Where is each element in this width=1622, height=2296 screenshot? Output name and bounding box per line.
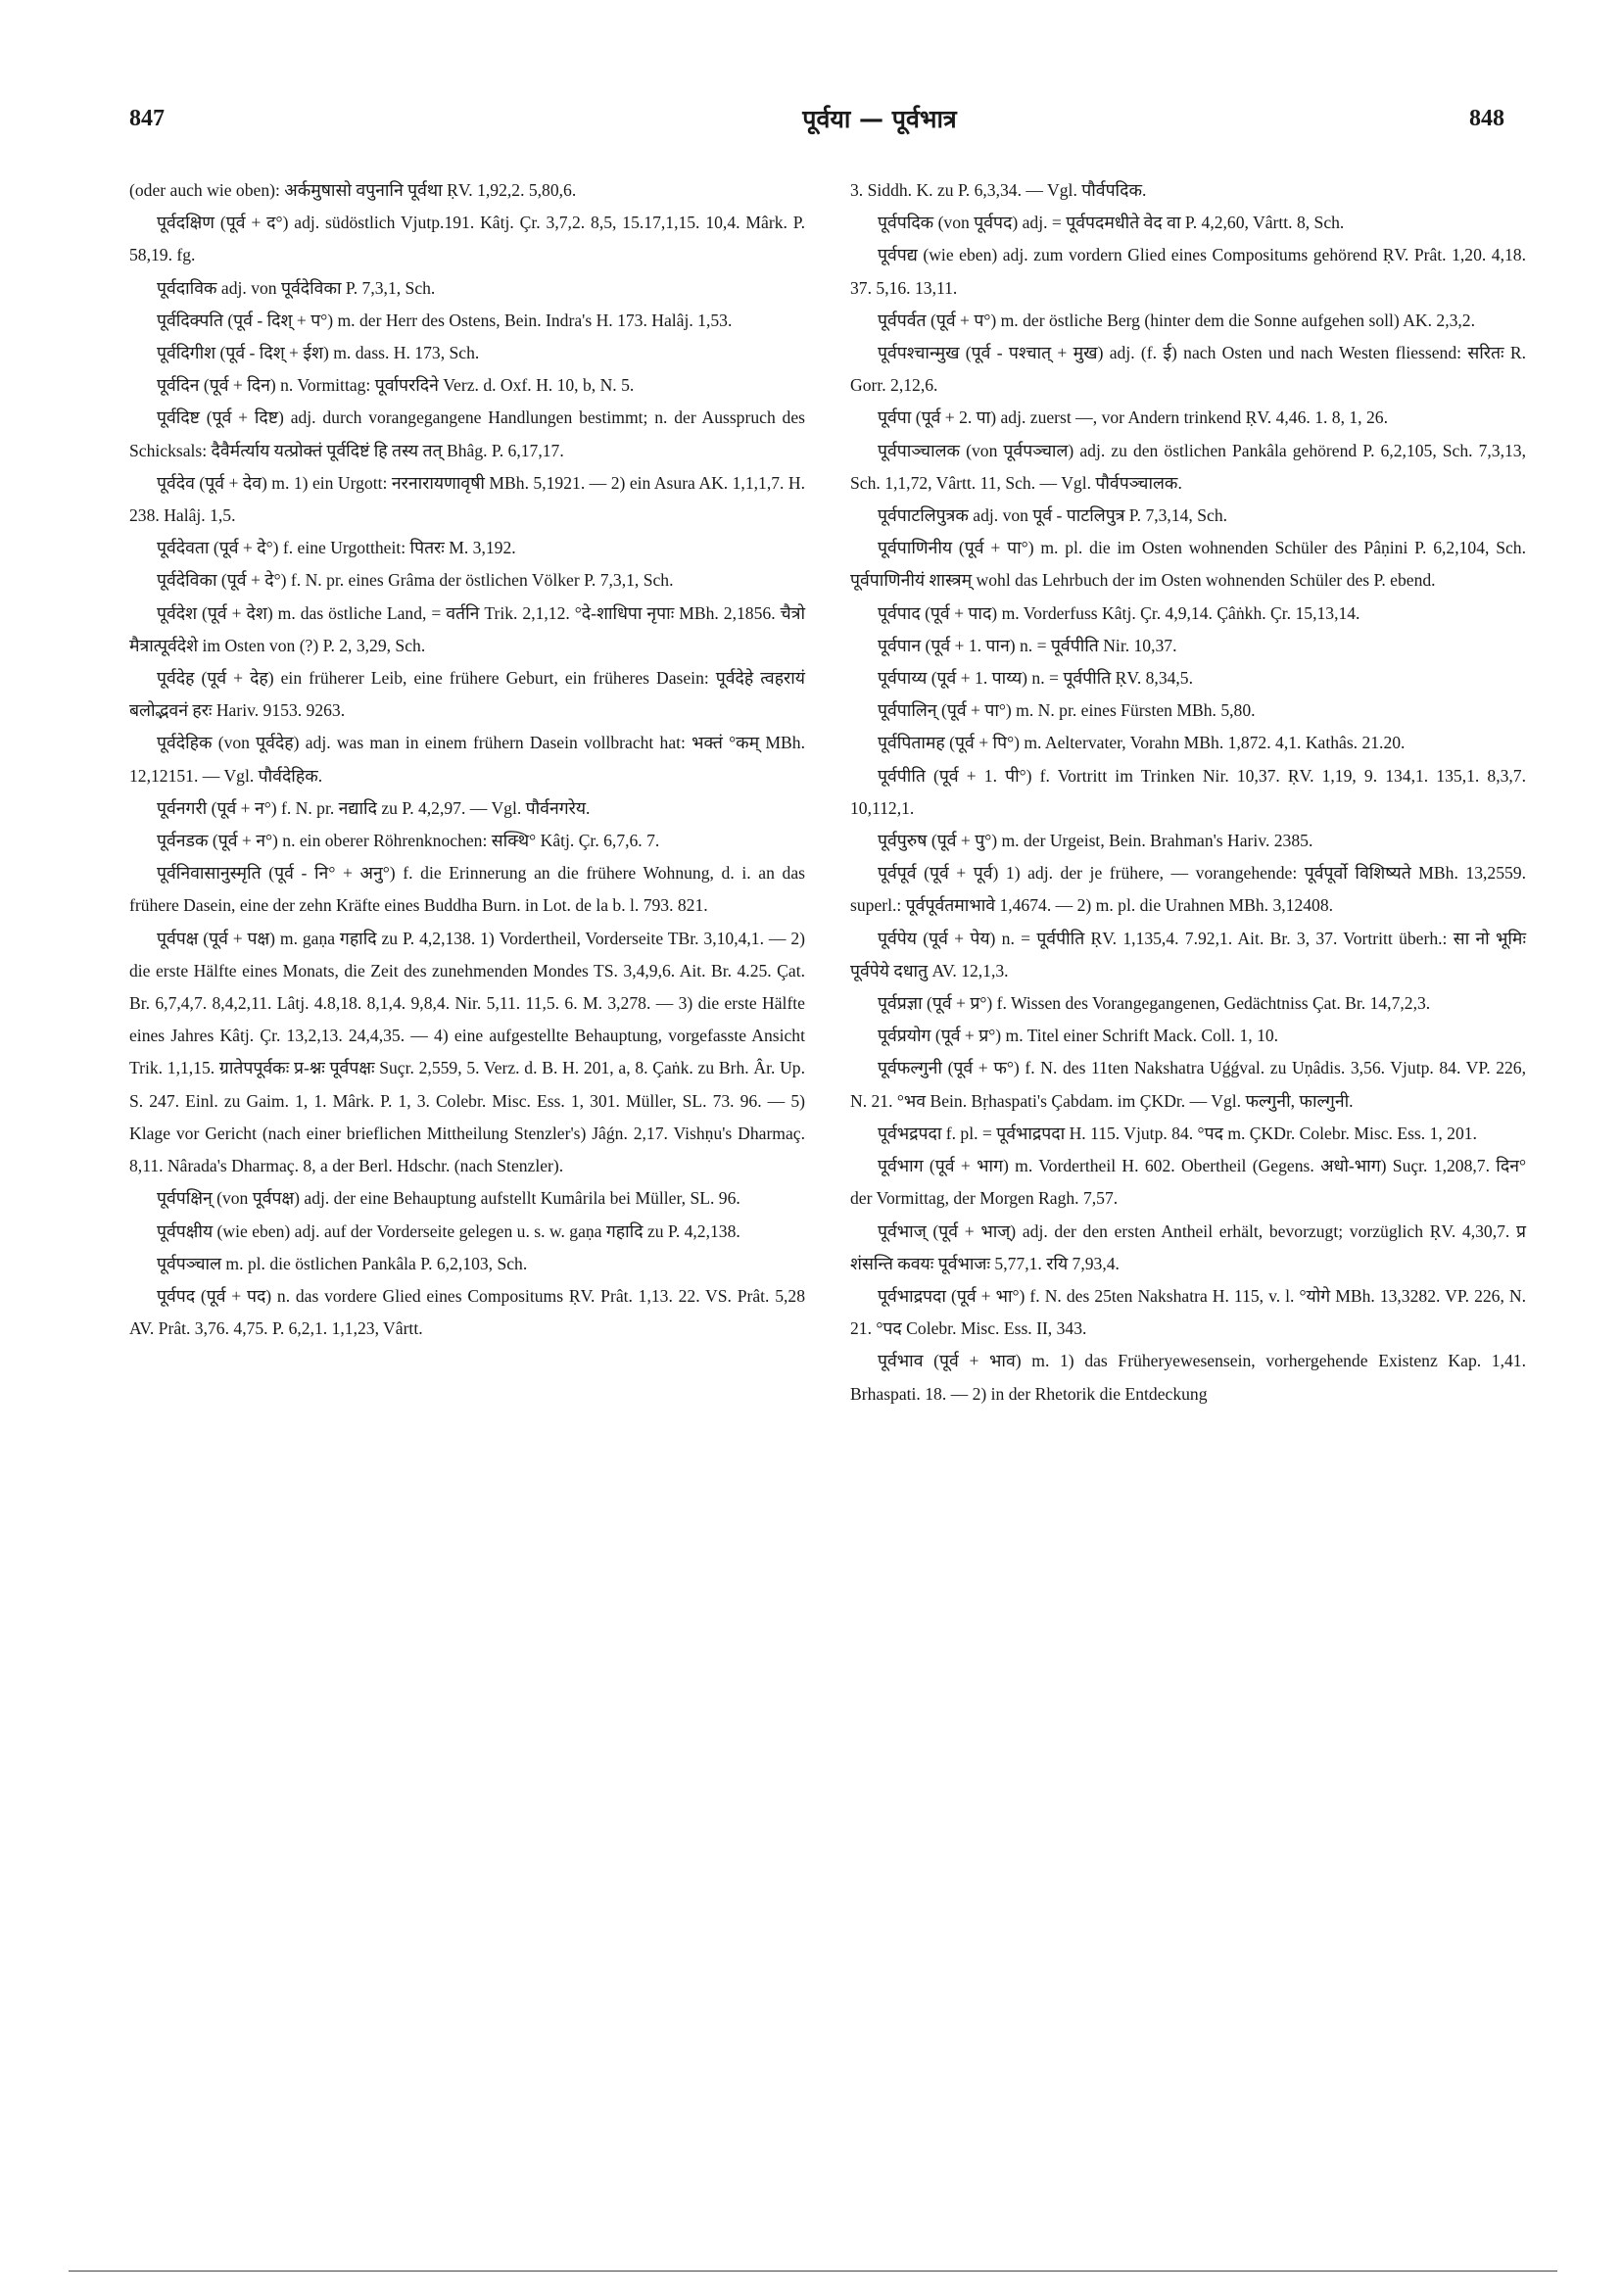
dictionary-entry: पूर्वदेह (पूर्व + देह) ein früherer Leib, eine frühere Geburt, ein früheres Dasein: पूर्वदेहे त्वहरायं बलोद्भवनं हरः Hariv. 9153. 9263. <box>129 668 805 721</box>
dictionary-entry: पूर्वपूर्व (पूर्व + पूर्व) 1) adj. der je frühere, — vorangehende: पूर्वपूर्वो विशिष्यते MBh. 13,2559. superl.: पूर्वपूर्वतमाभावे 1,4674. — 2) m. pl. die Urahnen MBh. 3,12408. <box>850 863 1526 916</box>
dictionary-entry: पूर्वपक्षीय (wie eben) adj. auf der Vorderseite gelegen u. s. w. gaṇa गहादि zu P. 4,2,138. <box>157 1220 740 1241</box>
dictionary-entry: पूर्वपक्ष (पूर्व + पक्ष) m. gaṇa गहादि zu P. 4,2,138. 1) Vordertheil, Vorderseite TBr. 3,10,4,1. — 2) die erste Hälfte eines Monats, die Zeit des zunehmenden Mondes TS. 3,4,9,6. Ait. Br. 4.25. Çat. Br. 6,7,4,7. 8,4,2,11. Lâtj. 4.8,18. 8,1,4. 9,8,4. Nir. 5,11. 11,5. 6. M. 3,278. — 3) die erste Hälfte eines Jahres Kâtj. Çr. 13,2,13. 24,4,35. — 4) eine aufgestellte Behauptung, vorgefasste Ansicht Trik. 1,1,15. ग्रातेपपूर्वकः प्र-श्नः पूर्वपक्षः Suçr. 2,559, 5. Verz. d. B. H. 201, a, 8. Çaṅk. zu Brh. Âr. Up. S. 247. Einl. zu Gaim. 1, 1. Mârk. P. 1, 3. Colebr. Misc. Ess. 1, 301. Müller, SL. 73. 96. — 5) Klage vor Gericht (nach einer brieflichen Mittheilung Stenzler's) Jâǵn. 2,17. Vishṇu's Dharmaç. 8,11. Nârada's Dharmaç. 8, a der Berl. Hdschr. (nach Stenzler). <box>129 928 805 1176</box>
dictionary-entry: पूर्वदक्षिण (पूर्व + द°) adj. südöstlich Vjutp.191. Kâtj. Çr. 3,7,2. 8,5, 15.17,1,15. 10,4. Mârk. P. 58,19. fg. <box>129 213 805 265</box>
dictionary-entry: पूर्वपान (पूर्व + 1. पान) n. = पूर्वपीति Nir. 10,37. <box>878 635 1177 655</box>
dictionary-entry: पूर्वपक्षिन् (von पूर्वपक्ष) adj. der eine Behauptung aufstellt Kumârila bei Müller, SL. 96. <box>157 1188 740 1209</box>
dictionary-entry: पूर्वनिवासानुस्मृति (पूर्व - नि° + अनु°) f. die Erinnerung an die frühere Wohnung, d. i. an das frühere Dasein, eine der zehn Kräfte eines Buddha Burn. in Lot. de la b. l. 793. 821. <box>129 863 805 916</box>
dictionary-entry: पूर्वनडक (पूर्व + न°) n. ein oberer Röhrenknochen: सक्थि° Kâtj. Çr. 6,7,6. 7. <box>157 831 660 851</box>
dictionary-entry: पूर्वदिन (पूर्व + दिन) n. Vormittag: पूर्वापरदिने Verz. d. Oxf. H. 10, b, N. 5. <box>157 375 635 396</box>
dictionary-entry: पूर्वफल्गुनी (पूर्व + फ°) f. N. des 11ten Nakshatra Uǵǵval. zu Uṇâdis. 3,56. Vjutp. 84. VP. 226, N. 21. °भव Bein. Bṛhaspati's Çabdam. im ÇKDr. — Vgl. फल्गुनी, फाल्गुनी. <box>850 1058 1526 1111</box>
dictionary-entry: पूर्वपाञ्चालक (von पूर्वपञ्चाल) adj. zu den östlichen Pankâla gehörend P. 6,2,105, Sch. 7,3,13, Sch. 1,1,72, Vârtt. 11, Sch. — Vgl. पौर्वपञ्चालक. <box>850 440 1526 493</box>
right-column <box>850 174 1526 1411</box>
left-column <box>129 174 805 1345</box>
page-number-left: 847 <box>129 106 165 131</box>
dictionary-entry: पूर्वपेय (पूर्व + पेय) n. = पूर्वपीति ṚV. 1,135,4. 7.92,1. Ait. Br. 3, 37. Vortritt überh.: सा नो भूमिः पूर्वपेये दधातु AV. 12,1,3. <box>850 928 1526 981</box>
dictionary-entry: पूर्वपाद (पूर्व + पाद) m. Vorderfuss Kâtj. Çr. 4,9,14. Çâṅkh. Çr. 15,13,14. <box>878 602 1360 623</box>
dictionary-entry: पूर्वपुरुष (पूर्व + पु°) m. der Urgeist, Bein. Brahman's Hariv. 2385. <box>878 831 1313 851</box>
dictionary-entry: पूर्वदेश (पूर्व + देश) m. das östliche Land, = वर्तनि Trik. 2,1,12. °दे-शाधिपा नृपाः MBh. 2,1856. चैत्रो मैत्रात्पूर्वदेशे im Osten von (?) P. 2, 3,29, Sch. <box>129 602 805 655</box>
dictionary-entry: पूर्वदेव (पूर्व + देव) m. 1) ein Urgott: नरनारायणावृषी MBh. 5,1921. — 2) ein Asura AK. 1,1,1,7. H. 238. Halâj. 1,5. <box>129 472 805 526</box>
dictionary-entry: पूर्वदिगीश (पूर्व - दिश् + ईश) m. dass. H. 173, Sch. <box>157 343 480 363</box>
dictionary-entry: पूर्वपीति (पूर्व + 1. पी°) f. Vortritt im Trinken Nir. 10,37. ṚV. 1,19, 9. 134,1. 135,1. 8,3,7. 10,112,1. <box>850 765 1526 818</box>
dictionary-entry: पूर्वप्रज्ञा (पूर्व + प्र°) f. Wissen des Vorangegangenen, Gedächtniss Çat. Br. 14,7,2,3. <box>878 993 1431 1014</box>
dictionary-entry: पूर्वभाव (पूर्व + भाव) m. 1) das Früheryewesensein, vorhergehende Existenz Kap. 1,41. Brhaspati. 18. — 2) in der Rhetorik die Entdeckung <box>850 1351 1526 1404</box>
dictionary-entry: पूर्वभाग (पूर्व + भाग) m. Vordertheil H. 602. Obertheil (Gegens. अधो-भाग) Suçr. 1,208,7. दिन° der Vormittag, der Morgen Ragh. 7,57. <box>850 1156 1526 1209</box>
dictionary-entry: पूर्वदेवता (पूर्व + दे°) f. eine Urgottheit: पितरः M. 3,192. <box>157 538 516 558</box>
dictionary-entry: पूर्वपञ्चाल m. pl. die östlichen Pankâla P. 6,2,103, Sch. <box>157 1253 528 1273</box>
running-head: पूर्वया — पूर्वभात्र <box>802 105 957 133</box>
dictionary-entry: पूर्वपश्चान्मुख (पूर्व - पश्चात् + मुख) adj. (f. ई) nach Osten und nach Westen fliessend: सरितः R. Gorr. 2,12,6. <box>850 343 1526 396</box>
dictionary-entry: पूर्वनगरी (पूर्व + न°) f. N. pr. नद्यादि zu P. 4,2,97. — Vgl. पौर्वनगरेय. <box>157 797 591 818</box>
dictionary-entry: पूर्वभाज् (पूर्व + भाज्) adj. der den ersten Antheil erhält, bevorzugt; vorzüglich ṚV. 4,30,7. प्र शंसन्ति कवयः पूर्वभाजः 5,77,1. रयि 7,93,4. <box>850 1220 1526 1273</box>
page-number-right: 848 <box>1469 106 1504 131</box>
dictionary-entry: पूर्वपालिन् (पूर्व + पा°) m. N. pr. eines Fürsten MBh. 5,80. <box>878 700 1256 721</box>
dictionary-entry: पूर्वदाविक adj. von पूर्वदेविका P. 7,3,1, Sch. <box>157 277 436 298</box>
dictionary-entry: पूर्वपाटलिपुत्रक adj. von पूर्व - पाटलिपुत्र P. 7,3,14, Sch. <box>878 505 1228 526</box>
dictionary-entry: पूर्वदेविका (पूर्व + दे°) f. N. pr. eines Grâma der östlichen Völker P. 7,3,1, Sch. <box>157 570 674 591</box>
dictionary-entry: पूर्वभाद्रपदा (पूर्व + भा°) f. N. des 25ten Nakshatra H. 115, v. l. °योगे MBh. 13,3282. VP. 226, N. 21. °पद Colebr. Misc. Ess. II, 343. <box>850 1285 1526 1339</box>
dictionary-entry: पूर्वपाय्य (पूर्व + 1. पाय्य) n. = पूर्वपीति ṚV. 8,34,5. <box>878 668 1194 689</box>
dictionary-entry: पूर्वपर्वत (पूर्व + प°) m. der östliche Berg (hinter dem die Sonne aufgehen soll) AK. 2,3,2. <box>878 310 1475 330</box>
dictionary-entry: पूर्वपद्य (wie eben) adj. zum vordern Glied eines Compositums gehörend ṚV. Prât. 1,20. 4,18. 37. 5,16. 13,11. <box>850 245 1526 298</box>
dictionary-entry: पूर्वपद (पूर्व + पद) n. das vordere Glied eines Compositums ṚV. Prât. 1,13. 22. VS. Prât. 5,28 AV. Prât. 3,76. 4,75. P. 6,2,1. 1,1,23, Vârtt. <box>129 1285 805 1339</box>
dictionary-entry: पूर्वपदिक (von पूर्वपद) adj. = पूर्वपदमधीते वेद वा P. 4,2,60, Vârtt. 8, Sch. <box>878 213 1345 233</box>
dictionary-entry: पूर्वदिष्ट (पूर्व + दिष्ट) adj. durch vorangegangene Handlungen bestimmt; n. der Ausspruch des Schicksals: दैवैर्मर्त्याय यत्प्रोक्तं पूर्वदिष्टं हि तस्य तत् Bhâg. P. 6,17,17. <box>129 407 805 460</box>
dictionary-entry: पूर्वपा (पूर्व + 2. पा) adj. zuerst —, vor Andern trinkend ṚV. 4,46. 1. 8, 1, 26. <box>878 407 1388 428</box>
dictionary-entry: 3. Siddh. K. zu P. 6,3,34. — Vgl. पौर्वपदिक. <box>850 180 1147 200</box>
dictionary-entry: पूर्वदेहिक (von पूर्वदेह) adj. was man in einem frühern Dasein vollbracht hat: भक्तं °कम् MBh. 12,12151. — Vgl. पौर्वदेहिक. <box>129 733 805 786</box>
dictionary-entry: पूर्वपाणिनीय (पूर्व + पा°) m. pl. die im Osten wohnenden Schüler des Pâṇini P. 6,2,104, Sch. पूर्वपाणिनीयं शास्त्रम् wohl das Lehrbuch der im Osten wohnenden Schüler des P. ebend. <box>850 538 1526 591</box>
dictionary-entry: पूर्वपितामह (पूर्व + पि°) m. Aeltervater, Vorahn MBh. 1,872. 4,1. Kathâs. 21.20. <box>878 733 1406 753</box>
dictionary-entry: पूर्वदिक्पति (पूर्व - दिश् + प°) m. der Herr des Ostens, Bein. Indra's H. 173. Halâj. 1,53. <box>157 310 733 330</box>
dictionary-entry: (oder auch wie oben): अर्कमुषासो वपुनानि पूर्वथा ṚV. 1,92,2. 5,80,6. <box>129 180 577 200</box>
dictionary-entry: पूर्वभद्रपदा f. pl. = पूर्वभाद्रपदा H. 115. Vjutp. 84. °पद m. ÇKDr. Colebr. Misc. Ess. 1, 201. <box>878 1123 1477 1143</box>
dictionary-entry: पूर्वप्रयोग (पूर्व + प्र°) m. Titel einer Schrift Mack. Coll. 1, 10. <box>878 1026 1279 1046</box>
page-bottom-rule <box>69 2271 1557 2272</box>
